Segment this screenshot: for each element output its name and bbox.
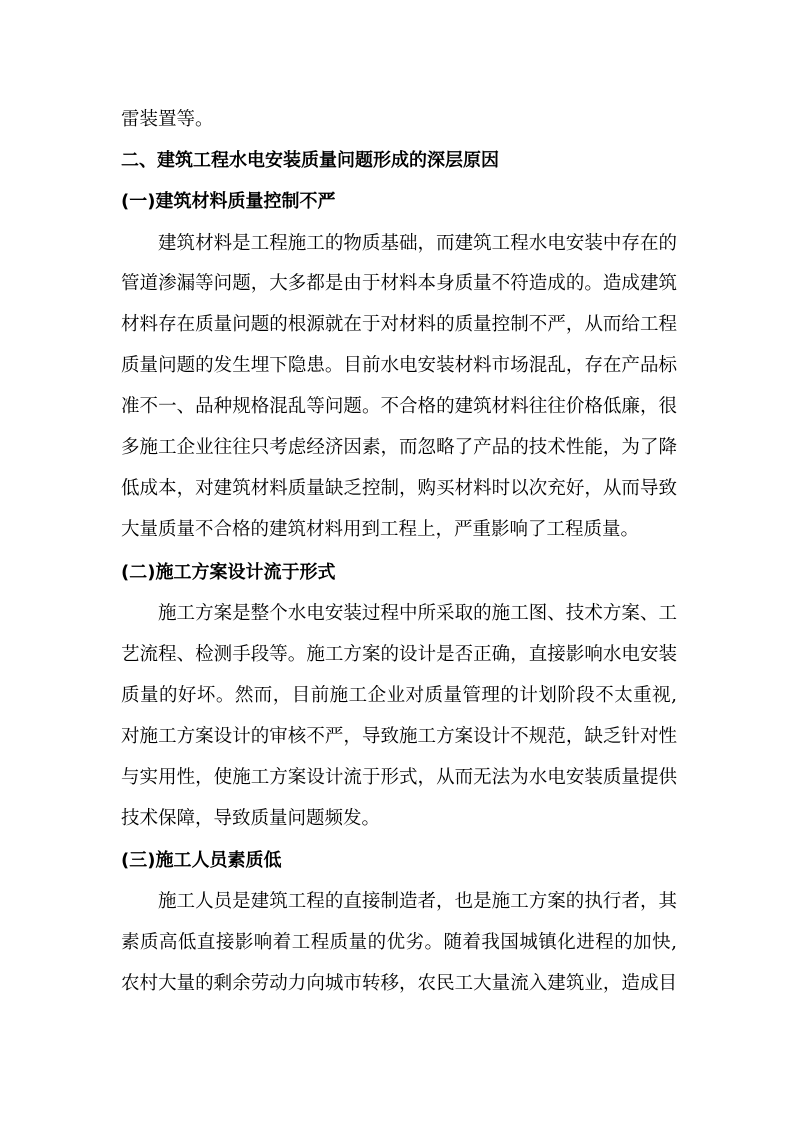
paragraph-3-line: 施工人员是建筑工程的直接制造者，也是施工方案的执行者，其 — [158, 891, 677, 912]
paragraph-1-line: 管道渗漏等问题，大多都是由于材料本身质量不符造成的。造成建筑 — [121, 273, 677, 294]
paragraph-3-line: 农村大量的剩余劳动力向城市转移，农民工大量流入建筑业，造成目 — [121, 973, 677, 994]
paragraph-1-line: 质量问题的发生埋下隐患。目前水电安装材料市场混乱，存在产品标 — [121, 355, 677, 376]
paragraph-1-line: 材料存在质量问题的根源就在于对材料的质量控制不严，从而给工程 — [121, 314, 677, 335]
paragraph-2-line: 艺流程、检测手段等。施工方案的设计是否正确，直接影响水电安装 — [121, 644, 677, 665]
paragraph-3-line: 素质高低直接影响着工程质量的优劣。随着我国城镇化进程的加快, — [121, 932, 677, 953]
paragraph-1-line: 建筑材料是工程施工的物质基础，而建筑工程水电安装中存在的 — [158, 233, 677, 254]
paragraph-2-line: 质量的好坏。然而，目前施工企业对质量管理的计划阶段不太重视, — [121, 685, 677, 706]
paragraph-2-line: 与实用性，使施工方案设计流于形式，从而无法为水电安装质量提供 — [121, 767, 677, 788]
paragraph-2-line: 对施工方案设计的审核不严，导致施工方案设计不规范，缺乏针对性 — [121, 726, 677, 747]
continuation-text: 雷装置等。 — [121, 109, 214, 130]
paragraph-1-line: 低成本，对建筑材料质量缺乏控制，购买材料时以次充好，从而导致 — [121, 478, 677, 499]
paragraph-1-line: 大量质量不合格的建筑材料用到工程上，严重影响了工程质量。 — [121, 519, 640, 540]
paragraph-1-line: 多施工企业往往只考虑经济因素，而忽略了产品的技术性能，为了降 — [121, 437, 677, 458]
subsection-heading-1: (一)建筑材料质量控制不严 — [121, 191, 336, 212]
paragraph-1-line: 准不一、品种规格混乱等问题。不合格的建筑材料往往价格低廉，很 — [121, 396, 677, 417]
subsection-heading-3: (三)施工人员素质低 — [121, 850, 282, 871]
section-heading: 二、建筑工程水电安装质量问题形成的深层原因 — [121, 150, 499, 171]
subsection-heading-2: (二)施工方案设计流于形式 — [121, 562, 336, 583]
paragraph-2-line: 施工方案是整个水电安装过程中所采取的施工图、技术方案、工 — [158, 603, 677, 624]
paragraph-2-line: 技术保障，导致质量问题频发。 — [121, 808, 381, 829]
